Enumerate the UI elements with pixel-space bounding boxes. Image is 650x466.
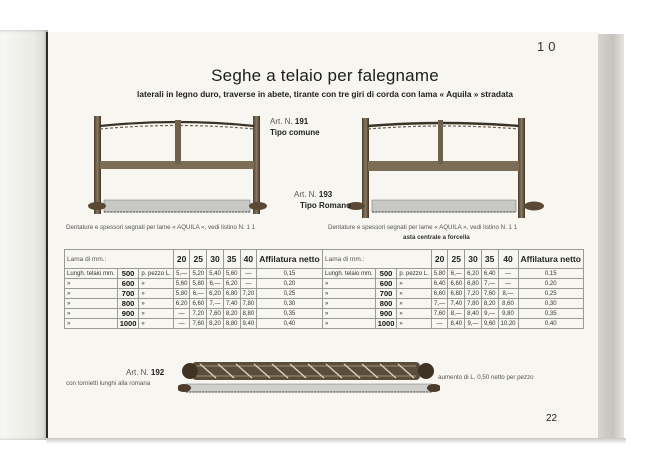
frame-length-value: 1000 xyxy=(377,319,395,328)
frame-saw-romano-illustration xyxy=(348,112,544,222)
price-cell: — xyxy=(240,269,257,279)
price-cell: — xyxy=(173,309,190,319)
price-cell: 0,20 xyxy=(518,279,583,289)
frame-length-value: 800 xyxy=(121,299,135,308)
price-cell: 9,— xyxy=(481,309,498,319)
price-cell: 0,30 xyxy=(518,299,583,309)
price-cell: 8,40 xyxy=(465,309,482,319)
per-piece-label: » xyxy=(139,319,173,329)
price-cell: 7,60 xyxy=(190,319,207,329)
size-col: 25 xyxy=(190,250,207,269)
art-prefix: Art. N. xyxy=(270,117,293,126)
table-row xyxy=(65,299,323,309)
frame-length-mm xyxy=(117,309,139,319)
size-col: 40 xyxy=(240,250,257,269)
right-fork-note: asta centrale a forcella xyxy=(403,234,470,241)
frame-length-mm xyxy=(117,319,139,329)
price-cell: 5,60 xyxy=(173,279,190,289)
price-cell: 0,15 xyxy=(518,269,583,279)
table-row xyxy=(65,309,323,319)
table-row xyxy=(323,319,584,329)
price-cell: 7,— xyxy=(207,299,224,309)
price-cell: 0,20 xyxy=(257,279,322,289)
price-cell: 7,80 xyxy=(240,299,257,309)
price-cell: 0,15 xyxy=(257,269,322,279)
price-cell: 7,— xyxy=(481,279,498,289)
frame-length-mm xyxy=(375,309,397,319)
price-cell: — xyxy=(240,279,257,289)
per-piece-label: » xyxy=(397,309,431,319)
price-cell: 9,— xyxy=(465,319,482,329)
price-cell: 7,40 xyxy=(223,299,240,309)
affilatura-col: Affilatura netto xyxy=(518,250,583,269)
frame-length-mm xyxy=(117,269,139,279)
per-piece-label: » xyxy=(397,279,431,289)
frame-length-mm xyxy=(117,299,139,309)
table-header-row xyxy=(323,250,584,269)
frame-saw-comune-illustration xyxy=(88,112,270,220)
price-cell: 0,35 xyxy=(518,309,583,319)
frame-saw-192-illustration xyxy=(178,352,440,400)
price-cell: 0,25 xyxy=(257,289,322,299)
table-row xyxy=(65,289,323,299)
frame-length-mm xyxy=(375,289,397,299)
frame-length-label: » xyxy=(323,279,376,289)
price-cell: 6,20 xyxy=(207,289,224,299)
price-cell: 5,80 xyxy=(431,269,448,279)
price-cell: 6,— xyxy=(190,289,207,299)
price-cell: 7,60 xyxy=(207,309,224,319)
table-row xyxy=(65,269,323,279)
price-cell: 5,60 xyxy=(223,269,240,279)
price-cell: 9,80 xyxy=(498,309,518,319)
frame-length-label: Lungh. telaio mm. xyxy=(323,269,376,279)
left-blade-note: Dentature e spessori segnati per lame « AQUILA », vedi listino N. 1 1 xyxy=(66,224,256,231)
price-cell: 5,80 xyxy=(173,289,190,299)
price-cell: 7,40 xyxy=(448,299,465,309)
price-cell: 7,20 xyxy=(465,289,482,299)
price-cell: 8,— xyxy=(498,289,518,299)
size-col: 20 xyxy=(173,250,190,269)
price-cell: 6,40 xyxy=(481,269,498,279)
right-price-table xyxy=(322,249,584,329)
price-cell: 0,40 xyxy=(257,319,322,329)
price-cell: 8,40 xyxy=(448,319,465,329)
price-cell: 5,40 xyxy=(207,269,224,279)
frame-length-value: 900 xyxy=(379,309,393,318)
price-cell: 6,— xyxy=(207,279,224,289)
frame-length-label: » xyxy=(65,309,118,319)
price-cell: 8,20 xyxy=(481,299,498,309)
per-piece-label: » xyxy=(397,289,431,299)
table-row xyxy=(65,279,323,289)
frame-length-mm xyxy=(375,279,397,289)
per-piece-label: p. pezzo L. xyxy=(397,269,431,279)
frame-length-mm xyxy=(375,319,397,329)
size-col: 20 xyxy=(431,250,448,269)
affilatura-col: Affilatura netto xyxy=(257,250,322,269)
price-cell: — xyxy=(498,279,518,289)
size-col: 35 xyxy=(223,250,240,269)
art-192-caption: con tornietti lunghi alla romana xyxy=(66,380,151,387)
frame-length-label: » xyxy=(323,289,376,299)
frame-length-value: 800 xyxy=(379,299,393,308)
table-header-row xyxy=(65,250,323,269)
price-cell: 5,80 xyxy=(190,279,207,289)
frame-length-label: » xyxy=(65,319,118,329)
art-number: 191 xyxy=(294,117,309,126)
price-cell: — xyxy=(173,319,190,329)
price-cell: 6,60 xyxy=(190,299,207,309)
tipo-comune-label: Tipo comune xyxy=(270,128,320,137)
page-bottom-shadow xyxy=(46,438,626,444)
art-prefix: Art. N. xyxy=(126,368,149,377)
price-cell: 6,80 xyxy=(465,279,482,289)
frame-length-mm xyxy=(117,279,139,289)
price-cell: 6,— xyxy=(448,269,465,279)
size-col: 30 xyxy=(465,250,482,269)
price-cell: 8,80 xyxy=(223,319,240,329)
price-cell: 10,20 xyxy=(498,319,518,329)
price-cell: 6,20 xyxy=(173,299,190,309)
table-row xyxy=(323,299,584,309)
page-subtitle: laterali in legno duro, traverse in abete, tirante con tre giri di corda con lama « Aquila » stradata xyxy=(137,89,513,99)
art-192-label xyxy=(126,368,164,377)
table-row xyxy=(323,269,584,279)
price-cell: 9,40 xyxy=(240,319,257,329)
price-cell: 7,20 xyxy=(240,289,257,299)
price-cell: 8,80 xyxy=(240,309,257,319)
price-cell: 6,20 xyxy=(465,269,482,279)
price-cell: 8,— xyxy=(448,309,465,319)
tipo-romano-label: Tipo Romano xyxy=(300,201,351,210)
price-cell: 6,40 xyxy=(431,279,448,289)
frame-length-mm xyxy=(117,289,139,299)
price-cell: 6,20 xyxy=(223,279,240,289)
frame-length-label: » xyxy=(65,289,118,299)
frame-length-label: » xyxy=(65,279,118,289)
price-cell: 7,80 xyxy=(465,299,482,309)
price-cell: 7,60 xyxy=(481,289,498,299)
footer-page-number: 22 xyxy=(546,413,558,424)
per-piece-label: » xyxy=(139,309,173,319)
per-piece-label: » xyxy=(139,279,173,289)
price-cell: — xyxy=(431,319,448,329)
price-cell: 6,60 xyxy=(448,279,465,289)
table-row xyxy=(323,279,584,289)
per-piece-label: » xyxy=(139,289,173,299)
price-cell: 6,80 xyxy=(448,289,465,299)
per-piece-label: p. pezzo L. xyxy=(139,269,173,279)
price-cell: 8,60 xyxy=(498,299,518,309)
blade-size-label: Lama di mm.: xyxy=(323,250,432,269)
art-192-price-note: aumento di L. 0,50 netto per pezzo xyxy=(438,374,534,381)
price-cell: 7,— xyxy=(431,299,448,309)
price-cell: 9,60 xyxy=(481,319,498,329)
frame-length-label: » xyxy=(65,299,118,309)
table-row xyxy=(65,319,323,329)
price-cell: 0,25 xyxy=(518,289,583,299)
frame-length-mm xyxy=(375,299,397,309)
price-cell: 6,60 xyxy=(431,289,448,299)
frame-length-value: 600 xyxy=(121,279,135,288)
price-cell: 5,20 xyxy=(190,269,207,279)
art-number: 192 xyxy=(150,368,165,377)
page-title: Seghe a telaio per falegname xyxy=(211,66,439,85)
art-191-label xyxy=(270,117,308,126)
frame-length-mm xyxy=(375,269,397,279)
art-prefix: Art. N. xyxy=(294,190,317,199)
frame-length-label: » xyxy=(323,319,376,329)
size-col: 30 xyxy=(207,250,224,269)
size-col: 35 xyxy=(481,250,498,269)
page-number: 10 xyxy=(537,39,560,54)
price-cell: 5,— xyxy=(173,269,190,279)
art-193-label xyxy=(294,190,332,199)
size-col: 25 xyxy=(448,250,465,269)
blade-size-label: Lama di mm.: xyxy=(65,250,174,269)
right-blade-note: Dentature e spessori segnati per lame « AQUILA », vedi listino N. 1 1 xyxy=(328,224,518,231)
price-cell: 8,20 xyxy=(223,309,240,319)
price-cell: 7,20 xyxy=(190,309,207,319)
per-piece-label: » xyxy=(139,299,173,309)
price-cell: 6,80 xyxy=(223,289,240,299)
frame-length-value: 900 xyxy=(121,309,135,318)
price-cell: 0,30 xyxy=(257,299,322,309)
per-piece-label: » xyxy=(397,299,431,309)
table-row xyxy=(323,309,584,319)
table-row xyxy=(323,289,584,299)
per-piece-label: » xyxy=(397,319,431,329)
frame-length-value: 700 xyxy=(121,289,135,298)
frame-length-label: » xyxy=(323,309,376,319)
size-col: 40 xyxy=(498,250,518,269)
price-cell: 7,60 xyxy=(431,309,448,319)
frame-length-value: 500 xyxy=(379,269,393,278)
frame-length-value: 500 xyxy=(121,269,135,278)
price-cell: 8,20 xyxy=(207,319,224,329)
frame-length-label: » xyxy=(323,299,376,309)
frame-length-value: 1000 xyxy=(119,319,137,328)
frame-length-value: 700 xyxy=(379,289,393,298)
price-cell: 0,35 xyxy=(257,309,322,319)
left-price-table xyxy=(64,249,323,329)
frame-length-value: 600 xyxy=(379,279,393,288)
frame-length-label: Lungh. telaio mm. xyxy=(65,269,118,279)
art-number: 193 xyxy=(318,190,333,199)
price-cell: 0,40 xyxy=(518,319,583,329)
price-cell: — xyxy=(498,269,518,279)
